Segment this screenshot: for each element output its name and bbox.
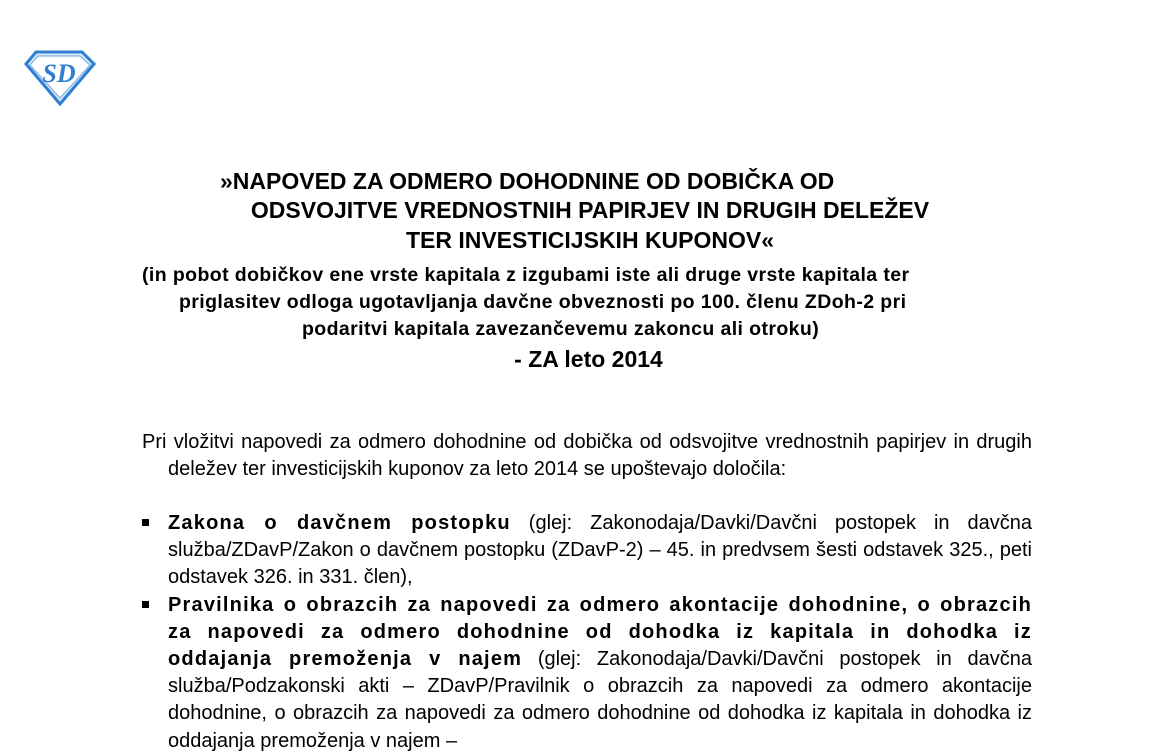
- list-item-text: (glej: Zakonodaja/Davki/Davčni postopek in davčna služba/Podzakonski akti – ZDavP/Pravilnik o obrazcih za napovedi za odmero akontacije dohodnine, o obrazcih za napovedi za odmero dohodnine od dohodka iz kapitala in dohodka iz oddajanja premoženja v najem –: [168, 648, 1032, 752]
- subtitle-line-2: priglasitev odloga ugotavljanja davčne obveznosti po 100. členu ZDoh-2 pri: [179, 291, 907, 313]
- year-heading: - ZA leto 2014: [514, 346, 663, 372]
- regulation-list: [142, 510, 1032, 755]
- title-line-3: TER INVESTICIJSKIH KUPONOV«: [405, 227, 775, 253]
- list-item: [142, 592, 1032, 755]
- list-item-text: (glej: Zakonodaja/Davki/Davčni postopek in davčna služba/ZDavP/Zakon o davčnem postopku (ZDavP-2) – 45. in predvsem šesti odstavek 325., peti odstavek 326. in 331. člen),: [168, 512, 1032, 589]
- list-item-bold: Zakona o davčnem postopku: [168, 512, 511, 534]
- logo-text: SD: [42, 59, 76, 88]
- title-line-1: »NAPOVED ZA ODMERO DOHODNINE OD DOBIČKA OD: [220, 168, 835, 194]
- subtitle-line-3: podaritvi kapitala zavezančevemu zakoncu ali otroku): [302, 318, 820, 340]
- square-bullet-icon: [142, 601, 149, 608]
- list-item: [142, 510, 1032, 592]
- square-bullet-icon: [142, 519, 149, 526]
- list-item-bold: Pravilnika o obrazcih za napovedi za odmero akontacije dohodnine, o obrazcih za napovedi za odmero dohodnine od dohodka iz kapitala in dohodka iz oddajanja premoženja v najem: [168, 593, 1032, 671]
- subtitle-line-1: (in pobot dobičkov ene vrste kapitala z izgubami iste ali druge vrste kapitala ter: [142, 264, 910, 286]
- title-line-2: ODSVOJITVE VREDNOSTNIH PAPIRJEV IN DRUGIH DELEŽEV: [250, 197, 930, 223]
- intro-paragraph: Pri vložitvi napovedi za odmero dohodnine od dobička od odsvojitve vrednostnih papirjev in drugih deležev ter investicijskih kuponov za leto 2014 se upoštevajo določila:: [142, 431, 1032, 481]
- sd-logo-icon: [22, 48, 96, 106]
